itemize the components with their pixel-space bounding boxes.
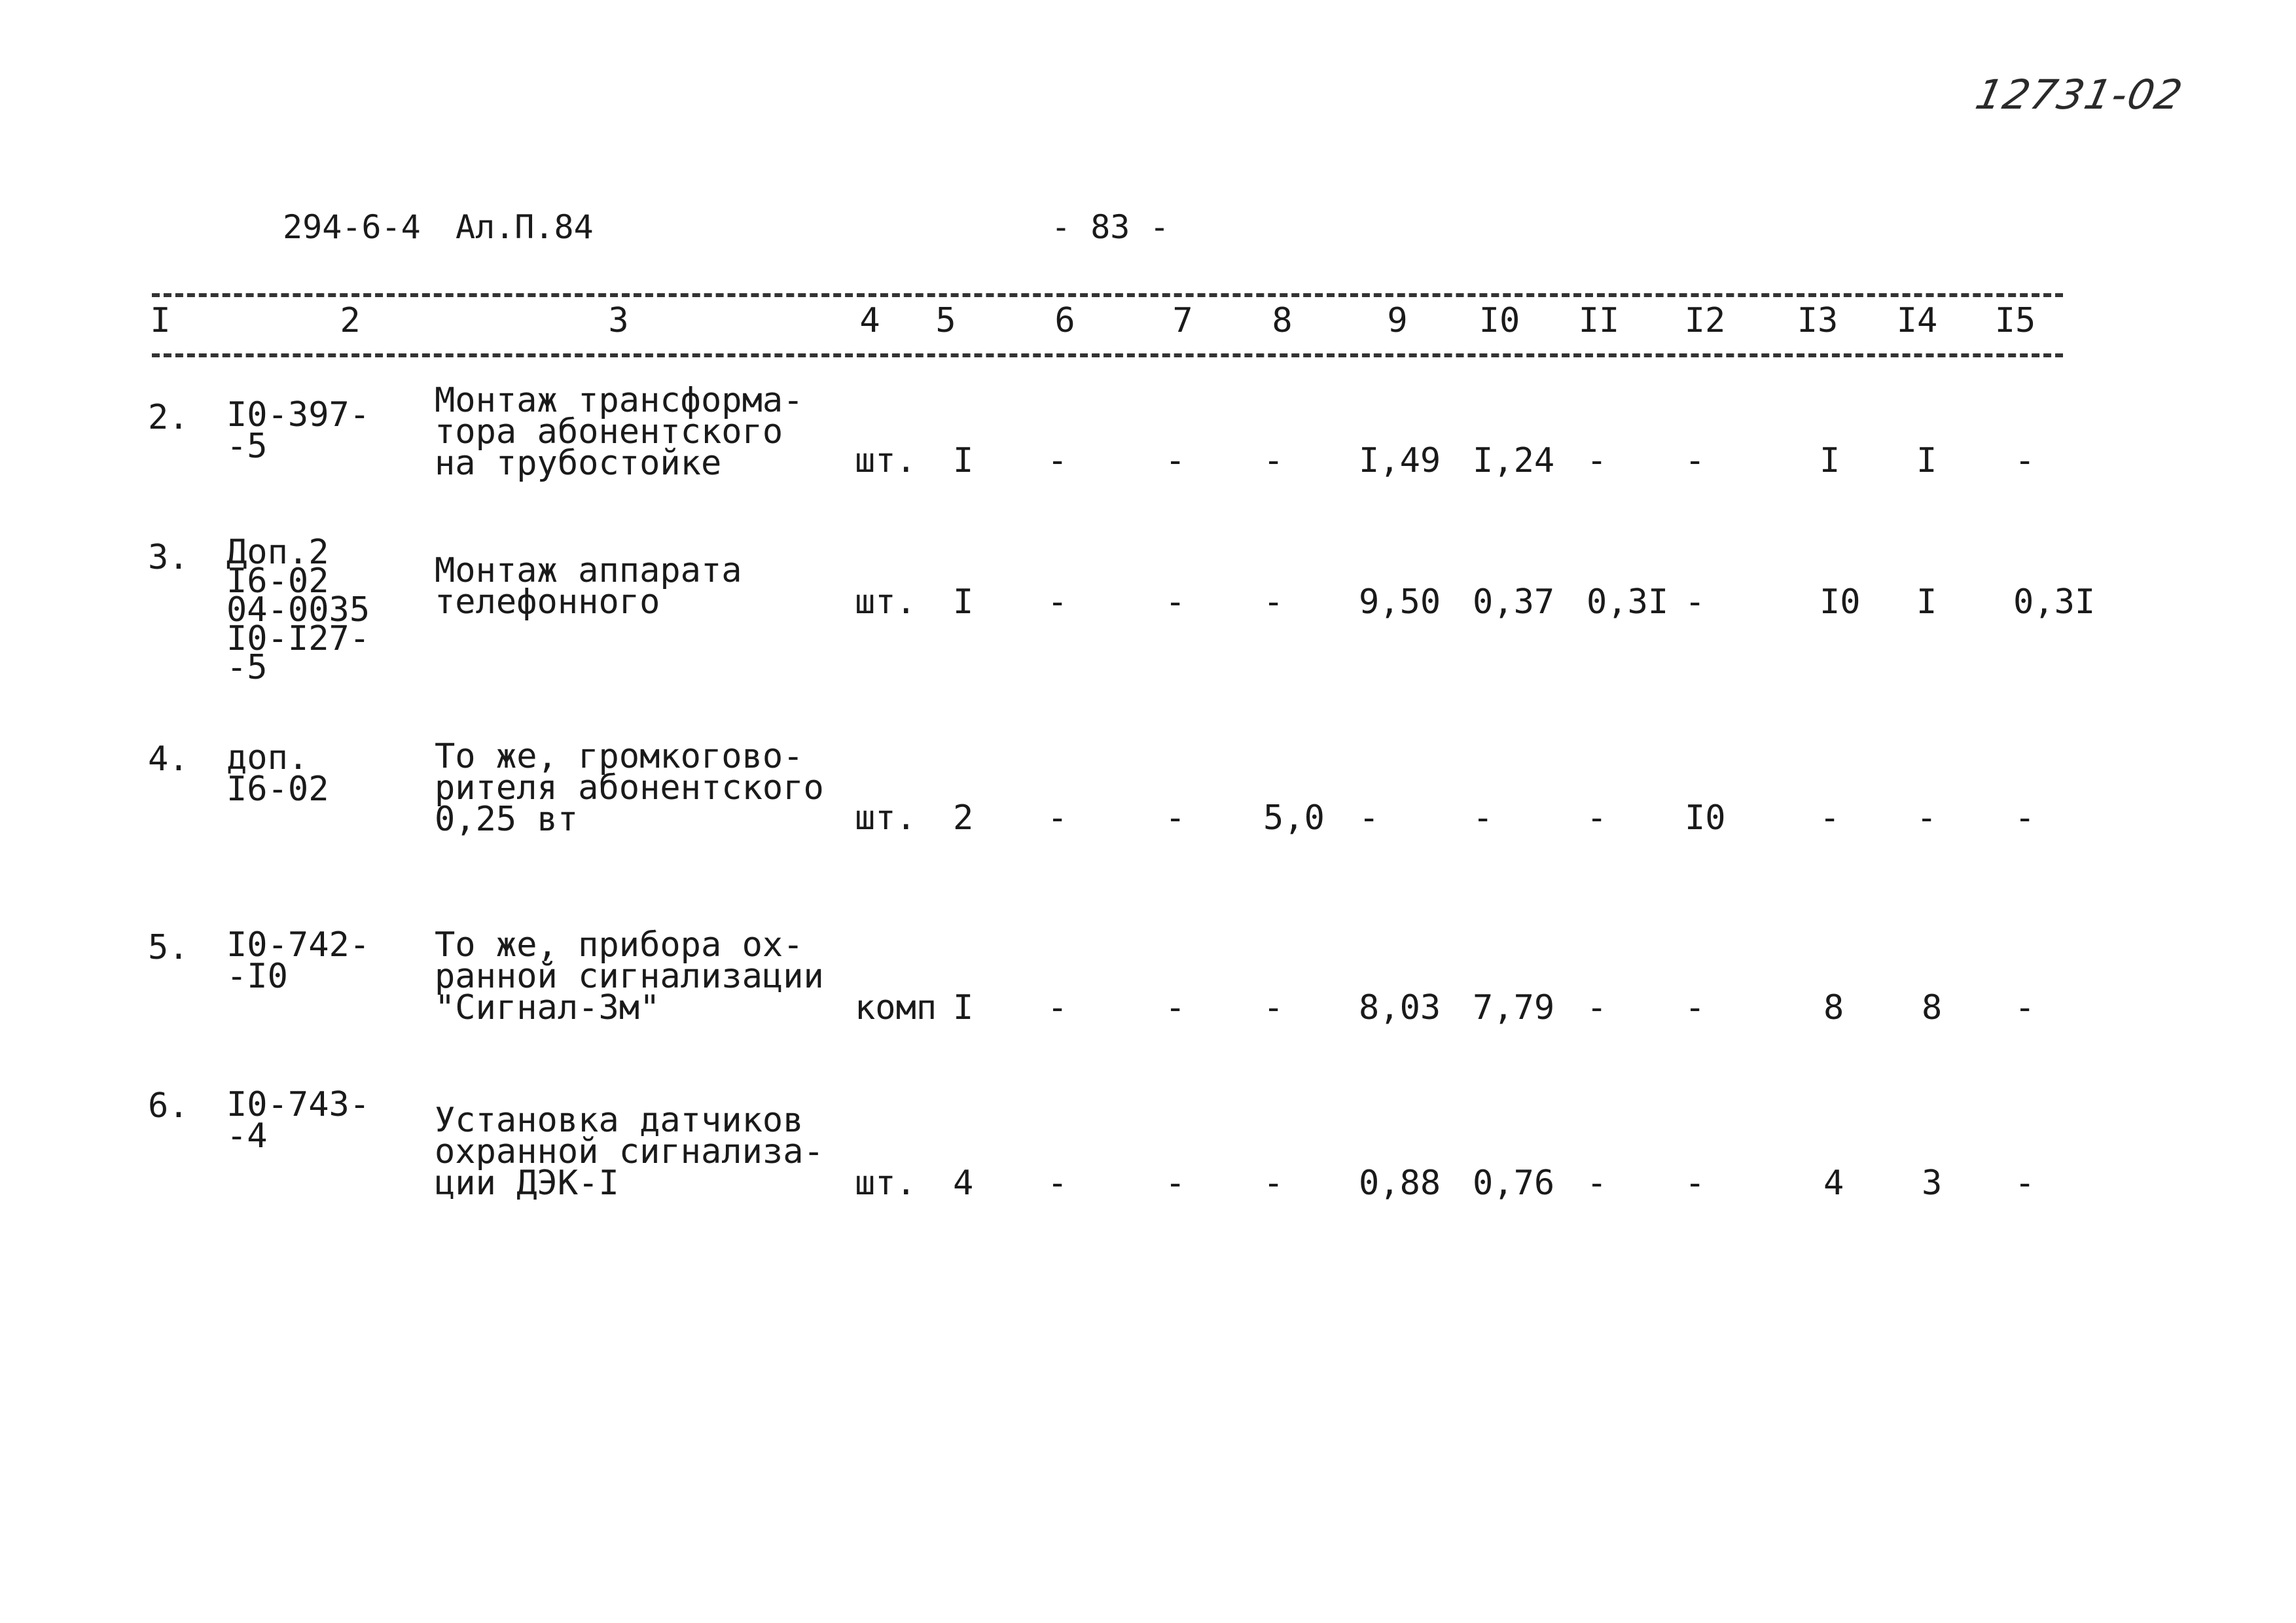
description-line: охранной сигнализа- — [435, 1132, 824, 1171]
description-line: телефонного — [435, 582, 660, 622]
norm-code — [226, 395, 370, 466]
column-number: 6 — [1054, 301, 1075, 340]
work-description — [435, 925, 824, 1027]
col-15-value: - — [2015, 441, 2036, 480]
description-line: То же, прибора ох- — [435, 925, 804, 965]
col-11-value: - — [1587, 988, 1607, 1027]
col-6-value: - — [1047, 441, 1068, 480]
col-11-value: - — [1587, 798, 1607, 838]
col-13-value: I — [1820, 441, 1840, 480]
col-14-value: 3 — [1922, 1164, 1943, 1203]
norm-code-line: I0-I27- — [226, 619, 370, 658]
col-15-value: - — [2015, 988, 2036, 1027]
col-5-value: 4 — [953, 1164, 974, 1203]
col-6-value: - — [1047, 1164, 1068, 1203]
norm-code-line: I6-02 — [226, 770, 329, 809]
unit: шт. — [855, 1164, 916, 1203]
document-code: 294-6-4 — [283, 208, 421, 246]
column-number: I2 — [1684, 301, 1726, 340]
column-number: I — [150, 301, 171, 340]
col-15-value: - — [2015, 798, 2036, 838]
col-12-value: - — [1685, 988, 1706, 1027]
col-13-value: - — [1820, 798, 1840, 838]
col-12-value: - — [1685, 1164, 1706, 1203]
col-12-value: - — [1685, 441, 1706, 480]
work-description — [435, 737, 824, 839]
work-description — [435, 551, 742, 622]
column-number: 3 — [608, 301, 629, 340]
description-line: "Сигнал-3м" — [435, 988, 660, 1027]
col-9-value: I,49 — [1359, 441, 1441, 480]
col-7-value: - — [1165, 988, 1186, 1027]
column-number: 8 — [1272, 301, 1293, 340]
col-14-value: I — [1916, 441, 1937, 480]
col-11-value: - — [1587, 441, 1607, 480]
col-10-value: 7,79 — [1473, 988, 1555, 1027]
col-8-value: - — [1263, 441, 1284, 480]
column-number: I5 — [1994, 301, 2036, 340]
column-number: II — [1578, 301, 1620, 340]
work-description — [435, 1101, 824, 1203]
page-number: - 83 - — [1051, 208, 1170, 246]
col-10-value: I,24 — [1473, 441, 1555, 480]
column-number: I3 — [1797, 301, 1839, 340]
col-5-value: I — [953, 988, 974, 1027]
norm-code-line: I0-397- — [226, 395, 370, 435]
col-15-value: - — [2015, 1164, 2036, 1203]
norm-code-line: Доп.2 — [226, 533, 329, 572]
description-line: Монтаж трансформа- — [435, 381, 804, 420]
col-9-value: 0,88 — [1359, 1164, 1441, 1203]
col-10-value: - — [1473, 798, 1494, 838]
row-number: 3. — [148, 538, 189, 577]
col-14-value: I — [1916, 582, 1937, 622]
col-10-value: 0,37 — [1473, 582, 1555, 622]
unit: шт. — [855, 798, 916, 838]
col-13-value: 4 — [1823, 1164, 1844, 1203]
unit: шт. — [855, 441, 916, 480]
row-number: 5. — [148, 928, 189, 967]
description-line: тора абонентского — [435, 412, 783, 452]
column-number: I4 — [1896, 301, 1938, 340]
col-8-value: 5,0 — [1263, 798, 1325, 838]
col-13-value: I0 — [1820, 582, 1861, 622]
col-7-value: - — [1165, 582, 1186, 622]
description-line: на трубостойке — [435, 444, 722, 483]
album-reference: Ал.П.84 — [456, 208, 594, 246]
norm-code-line: I0-743- — [226, 1085, 370, 1124]
norm-code-line: доп. — [226, 738, 309, 777]
col-15-value: 0,3I — [2013, 582, 2096, 622]
norm-code-line: -4 — [226, 1116, 268, 1156]
col-10-value: 0,76 — [1473, 1164, 1555, 1203]
col-12-value: - — [1685, 582, 1706, 622]
norm-code-line: I6-02 — [226, 562, 329, 601]
unit: комп — [855, 988, 937, 1027]
unit: шт. — [855, 582, 916, 622]
norm-code-line: 04-0035 — [226, 590, 370, 630]
col-11-value: 0,3I — [1587, 582, 1669, 622]
norm-code-line: -5 — [226, 427, 268, 466]
row-number: 2. — [148, 398, 189, 437]
description-line: ранной сигнализации — [435, 957, 824, 996]
col-7-value: - — [1165, 1164, 1186, 1203]
column-number: 2 — [340, 301, 361, 340]
col-12-value: I0 — [1685, 798, 1726, 838]
column-number: 5 — [935, 301, 956, 340]
norm-code — [226, 533, 370, 687]
description-line: 0,25 вт — [435, 800, 579, 839]
col-6-value: - — [1047, 798, 1068, 838]
col-11-value: - — [1587, 1164, 1607, 1203]
col-6-value: - — [1047, 988, 1068, 1027]
document-stamp-number: 12731-02 — [1971, 71, 2188, 118]
col-14-value: 8 — [1922, 988, 1943, 1027]
table-top-rule — [152, 293, 2063, 297]
table-header-rule — [152, 353, 2063, 357]
norm-code-line: -I0 — [226, 957, 288, 996]
description-line: То же, громкогово- — [435, 737, 804, 776]
col-8-value: - — [1263, 988, 1284, 1027]
norm-code — [226, 925, 370, 996]
norm-code — [226, 1085, 370, 1156]
description-line: Монтаж аппарата — [435, 551, 742, 590]
norm-code — [226, 738, 329, 809]
column-number: 7 — [1172, 301, 1193, 340]
col-13-value: 8 — [1823, 988, 1844, 1027]
row-number: 4. — [148, 740, 189, 779]
description-line: ции ДЭК-I — [435, 1164, 619, 1203]
col-8-value: - — [1263, 582, 1284, 622]
column-number: 4 — [859, 301, 880, 340]
col-8-value: - — [1263, 1164, 1284, 1203]
col-7-value: - — [1165, 798, 1186, 838]
col-6-value: - — [1047, 582, 1068, 622]
description-line: Установка датчиков — [435, 1101, 804, 1140]
col-9-value: 9,50 — [1359, 582, 1441, 622]
col-5-value: 2 — [953, 798, 974, 838]
row-number: 6. — [148, 1086, 189, 1126]
col-9-value: 8,03 — [1359, 988, 1441, 1027]
column-number: 9 — [1387, 301, 1408, 340]
work-description — [435, 381, 804, 483]
norm-code-line: I0-742- — [226, 925, 370, 965]
col-14-value: - — [1916, 798, 1937, 838]
col-9-value: - — [1359, 798, 1380, 838]
description-line: рителя абонентского — [435, 768, 824, 808]
col-7-value: - — [1165, 441, 1186, 480]
col-5-value: I — [953, 441, 974, 480]
column-number: I0 — [1479, 301, 1520, 340]
col-5-value: I — [953, 582, 974, 622]
norm-code-line: -5 — [226, 648, 268, 687]
